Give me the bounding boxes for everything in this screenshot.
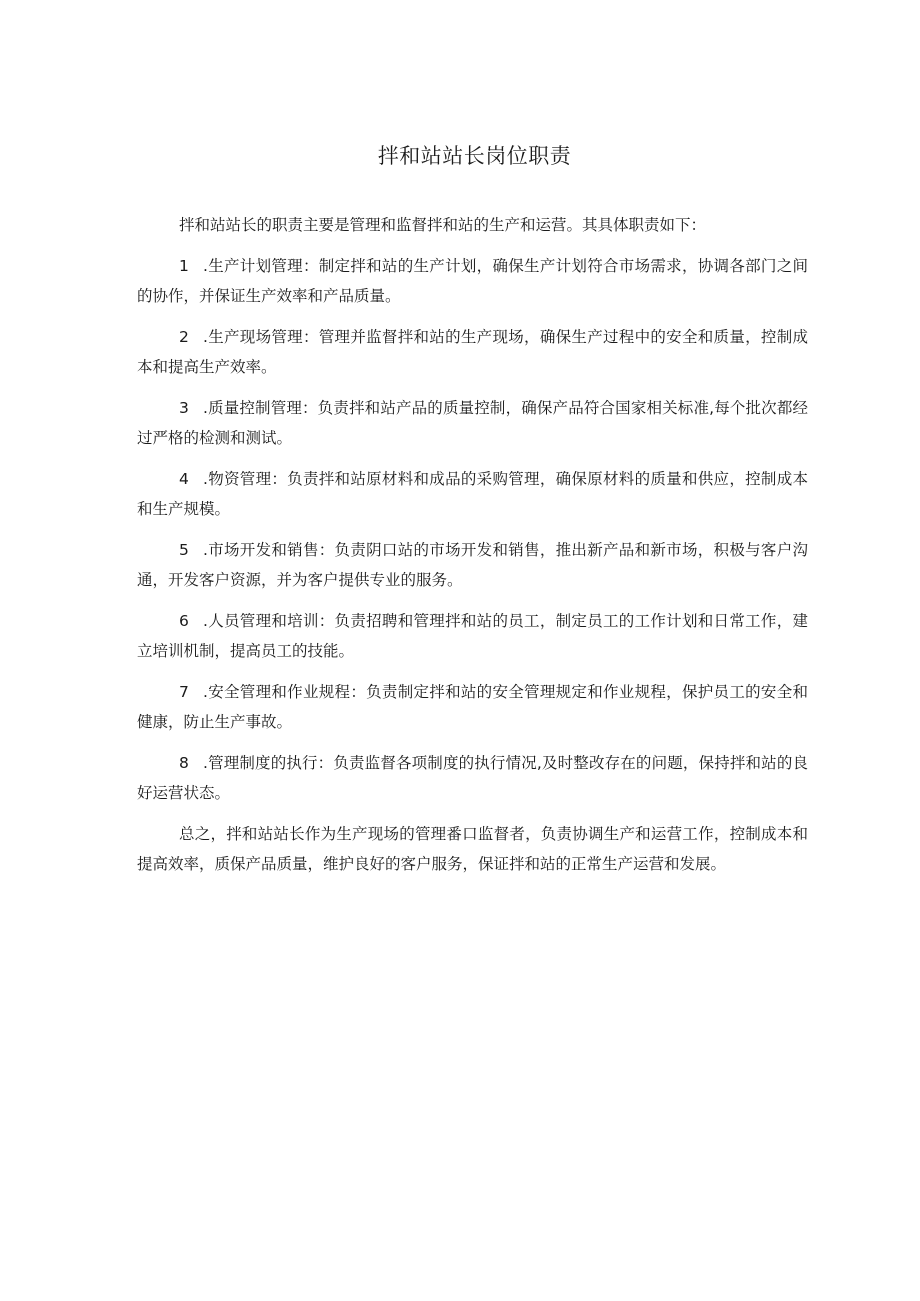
duty-number: 2 — [179, 328, 189, 346]
duty-text: .管理制度的执行：负责监督各项制度的执行情况,及时整改存在的问题，保持拌和站的良好运营状态。 — [137, 754, 808, 802]
duty-item-7 — [137, 677, 808, 737]
intro-paragraph: 拌和站站长的职责主要是管理和监督拌和站的生产和运营。其具体职责如下： — [179, 216, 707, 234]
duty-number: 7 — [179, 683, 189, 701]
duty-text: .物资管理：负责拌和站原材料和成品的采购管理，确保原材料的质量和供应，控制成本和生产规模。 — [137, 470, 808, 518]
duty-number: 5 — [179, 541, 189, 559]
duty-item-5 — [137, 535, 808, 595]
duty-number: 3 — [179, 399, 189, 417]
duty-text: .人员管理和培训：负责招聘和管理拌和站的员工，制定员工的工作计划和日常工作，建立培训机制，提高员工的技能。 — [137, 612, 808, 660]
duty-text: .安全管理和作业规程：负责制定拌和站的安全管理规定和作业规程，保护员工的安全和健康，防止生产事故。 — [137, 683, 808, 731]
page-title: 拌和站站长岗位职责 — [377, 144, 572, 168]
duty-text: .生产计划管理：制定拌和站的生产计划，确保生产计划符合市场需求，协调各部门之间的协作，并保证生产效率和产品质量。 — [137, 257, 808, 305]
duty-text: .市场开发和销售：负责阴口站的市场开发和销售，推出新产品和新市场，积极与客户沟通，开发客户资源，并为客户提供专业的服务。 — [137, 541, 808, 589]
duty-item-8 — [137, 748, 808, 808]
duty-number: 4 — [179, 470, 189, 488]
duty-item-3 — [137, 393, 808, 453]
duty-number: 8 — [179, 754, 189, 772]
duty-number: 6 — [179, 612, 189, 630]
duty-text: .质量控制管理：负责拌和站产品的质量控制，确保产品符合国家相关标准,每个批次都经过严格的检测和测试。 — [137, 399, 808, 447]
conclusion-paragraph: 总之，拌和站站长作为生产现场的管理番口监督者，负责协调生产和运营工作，控制成本和提高效率，质保产品质量，维护良好的客户服务，保证拌和站的正常生产运营和发展。 — [137, 825, 808, 873]
duty-text: .生产现场管理：管理并监督拌和站的生产现场，确保生产过程中的安全和质量，控制成本和提高生产效率。 — [137, 328, 808, 376]
duty-item-1 — [137, 251, 808, 311]
duty-item-6 — [137, 606, 808, 666]
duty-number: 1 — [179, 257, 189, 275]
duty-item-4 — [137, 464, 808, 524]
duty-item-2 — [137, 322, 808, 382]
